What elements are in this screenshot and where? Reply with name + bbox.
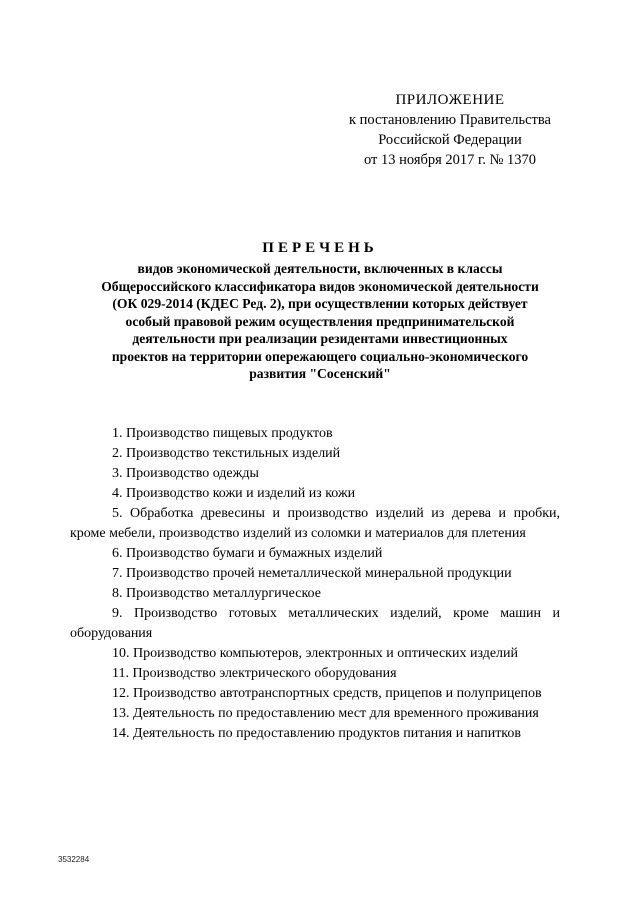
appendix-line: Российской Федерации bbox=[378, 132, 522, 148]
appendix-date-number: от 13 ноября 2017 г. № 1370 bbox=[363, 152, 537, 168]
subtitle-line: развития "Сосенский" bbox=[249, 366, 391, 381]
list-item: 11. Производство электрического оборудования bbox=[112, 666, 397, 681]
list-item: 2. Производство текстильных изделий bbox=[112, 446, 341, 461]
list-item: 1. Производство пищевых продуктов bbox=[112, 426, 333, 441]
list-item: 13. Деятельность по предоставлению мест для временного проживания bbox=[112, 706, 539, 721]
subtitle-line: (ОК 029-2014 (КДЕС Ред. 2), при осуществлении которых действует bbox=[112, 296, 528, 311]
list-item: 14. Деятельность по предоставлению продуктов питания и напитков bbox=[112, 726, 522, 741]
document-title-block bbox=[60, 236, 580, 383]
subtitle-line: проектов на территории опережающего социально-экономического bbox=[111, 348, 529, 364]
subtitle-line: Общероссийского классификатора видов экономической деятельности bbox=[101, 278, 539, 294]
document-subtitle bbox=[60, 260, 580, 383]
list-item: 3. Производство одежды bbox=[112, 466, 259, 481]
list-item: 5. Обработка древесины и производство изделий из дерева и пробки, кроме мебели, производство изделий из соломки и материалов для плетения bbox=[70, 506, 560, 541]
list-item: 4. Производство кожи и изделий из кожи bbox=[112, 486, 356, 501]
list-item: 10. Производство компьютеров, электронных и оптических изделий bbox=[112, 646, 519, 661]
appendix-line: к постановлению Правительства bbox=[349, 112, 551, 128]
document-code: 3532284 bbox=[58, 855, 90, 864]
appendix-heading: ПРИЛОЖЕНИЕ bbox=[395, 92, 505, 108]
appendix-header bbox=[330, 90, 570, 170]
activity-list bbox=[70, 424, 560, 744]
subtitle-line: деятельности при реализации резидентами инвестиционных bbox=[132, 331, 508, 346]
list-item: 7. Производство прочей неметаллической минеральной продукции bbox=[112, 566, 512, 581]
subtitle-line: видов экономической деятельности, включенных в классы bbox=[137, 261, 503, 276]
document-title: ПЕРЕЧЕНЬ bbox=[262, 240, 378, 256]
list-item: 6. Производство бумаги и бумажных изделий bbox=[112, 546, 383, 561]
list-item: 12. Производство автотранспортных средств, прицепов и полуприцепов bbox=[112, 686, 542, 701]
subtitle-line: особый правовой режим осуществления предпринимательской bbox=[125, 313, 515, 329]
list-item: 8. Производство металлургическое bbox=[112, 586, 321, 601]
list-item: 9. Производство готовых металлических изделий, кроме машин и оборудования bbox=[70, 606, 560, 641]
